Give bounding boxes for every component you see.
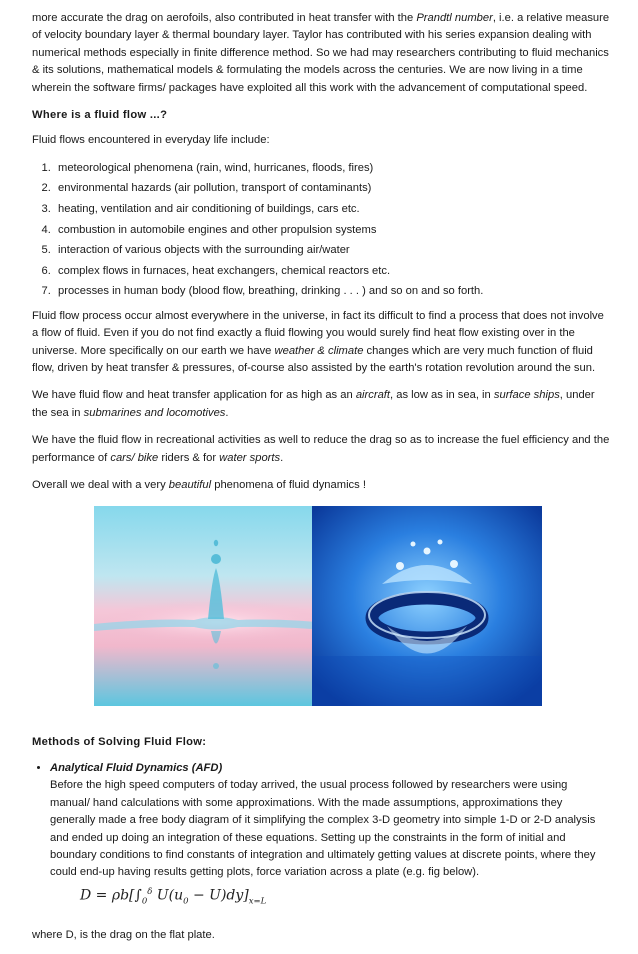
list-item [50, 760, 610, 911]
methods-heading: Methods of Solving Fluid Flow: [32, 736, 207, 749]
weather-climate-term: weather & climate [274, 344, 364, 357]
intro-text-2: , i.e. a relative measure of velocity boundary layer & thermal boundary layer. Taylor has contributed with his series expansion dealing with numerical methods especially in finite difference method. So we had may researchers contributing to fluid mechanics & its solutions, mathematical models & formulating the models across the centuries. We are now living in a time wherein the software firms/ packages have exploited all this work with the advancement of computational speed. [32, 12, 610, 94]
formula-u-subscript: 0 [183, 896, 189, 907]
intro-text-1: more accurate the drag on aerofoils, also contributed in heat transfer with the [32, 12, 417, 24]
aircraft-text-1: We have fluid flow and heat transfer application for as high as an [32, 389, 356, 402]
recreation-text-3: . [280, 451, 284, 464]
everywhere-text-1: Fluid flow process occur almost everywhere in the universe, in fact its difficult to find a process that does not involve a flow of fluid. Even if you do not find exactly a fluid flowing you would surely find heat flow existing over in the universe. More specifically on our earth we have [32, 309, 604, 357]
cars-bike-term: cars/ bike [110, 451, 159, 464]
formula-integrand: U(u [152, 887, 184, 904]
formula-lhs: D = ρb[ [80, 887, 135, 904]
flows-list [32, 160, 610, 301]
afd-body: Before the high speed computers of today arrived, the usual process followed by researchers were using manual/ hand calculations with some approximations. With the made assumptions, approximations they generally made a free body diagram of it simplifying the complex 3-D geometry into simple 1-D or 2-D analysis and ended up doing an integration of these equations. Setting up the constraints in the form of initial and boundary conditions to find constants of integration and ultimately getting values at discrete points, where they could end-up having results getting plots, force variation across a plate (e.g. fig below). [50, 779, 596, 879]
list-item: 1. meteorological phenomena (rain, wind, hurricanes, floods, fires) [54, 160, 610, 177]
formula-upper-limit: δ [147, 886, 153, 897]
water-sports-term: water sports [219, 451, 281, 464]
where-heading: Where is a fluid flow ...? [32, 109, 168, 122]
everywhere-paragraph [32, 308, 610, 378]
beautiful-term: beautiful [168, 479, 212, 492]
fluid-intro: Fluid flows encountered in everyday life include: [32, 134, 270, 147]
list-item: 2. environmental hazards (air pollution, transport of contaminants) [54, 180, 610, 197]
water-splash-photo [312, 506, 542, 706]
methods-list [32, 760, 610, 911]
aircraft-text-2: , as low as in sea, in [390, 389, 494, 402]
list-item: 6. complex flows in furnaces, heat exchangers, chemical reactors etc. [54, 263, 610, 280]
prandtl-number-term: Prandtl number [416, 12, 493, 24]
formula-rest: − U)dy] [188, 887, 249, 904]
document-page [32, 10, 610, 954]
intro-paragraph [32, 10, 610, 97]
aircraft-paragraph [32, 387, 610, 422]
aircraft-term: aircraft [355, 389, 391, 402]
figure-images [32, 506, 610, 706]
everywhere-text-2: changes which are very much function of fluid flow, driven by heat transfer & pressures, of-course also assisted by the earth's rotation revolution around the sun. [32, 344, 596, 375]
formula-evaluation-subscript: x=L [248, 896, 267, 907]
overall-text-1: Overall we deal with a very [32, 479, 169, 492]
drag-formula [80, 884, 610, 911]
list-item: 5. interaction of various objects with the surrounding air/water [54, 242, 610, 259]
submarines-term: submarines and locomotives [83, 406, 226, 419]
water-drop-photo [94, 506, 337, 706]
list-item: 3. heating, ventilation and air conditioning of buildings, cars etc. [54, 201, 610, 218]
recreation-paragraph [32, 432, 610, 467]
recreation-text-2: riders & for [158, 451, 220, 464]
overall-text-2: phenomena of fluid dynamics ! [211, 479, 366, 492]
formula-lower-limit: 0 [141, 896, 148, 907]
drag-paragraph: where D, is the drag on the flat plate. [32, 928, 215, 941]
aircraft-text-3: , under the sea in [32, 389, 595, 419]
list-item: 4. combustion in automobile engines and other propulsion systems [54, 222, 610, 239]
list-item: 7. processes in human body (blood flow, breathing, drinking . . . ) and so on and so forth. [54, 283, 610, 300]
afd-title: • Analytical Fluid Dynamics (AFD) [50, 761, 223, 774]
aircraft-text-4: . [225, 406, 229, 419]
recreation-text-1: We have the fluid flow in recreational activities as well to reduce the drag so as to increase the fuel efficiency and the performance of [32, 434, 610, 464]
formula-integral: ∫ [134, 887, 142, 904]
overall-paragraph [32, 477, 610, 494]
surface-ships-term: surface ships [493, 389, 560, 402]
